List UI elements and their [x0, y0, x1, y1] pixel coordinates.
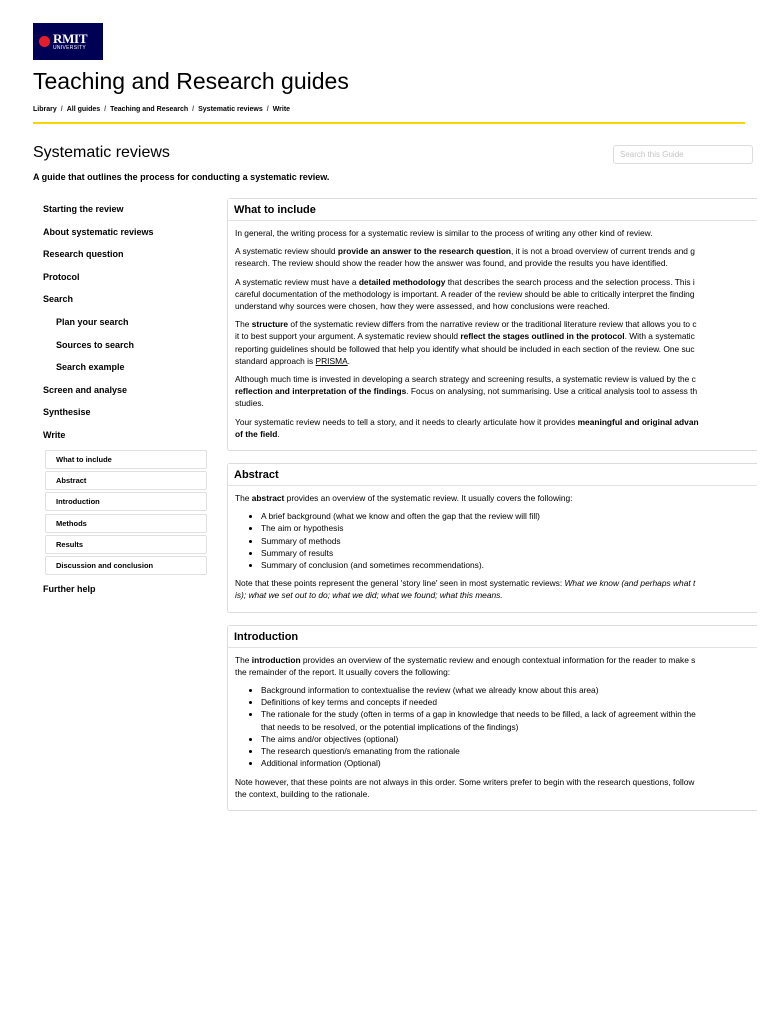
include-paragraph-6: Your systematic review needs to tell a story, and it needs to clearly articulate how it provides meaningful and original advan of the field.	[235, 416, 699, 439]
breadcrumb-library[interactable]: Library	[33, 106, 57, 113]
breadcrumb-write: Write	[272, 106, 291, 113]
intro-list	[235, 684, 757, 769]
include-paragraph-2: A systematic review should provide an answer to the research question, it is not a broad overview of current trends and g research. The review should show the reader how the answer was found, and provide the results you have identified.	[235, 246, 695, 269]
prisma-link[interactable]: PRISMA	[315, 355, 348, 366]
abstract-list	[235, 510, 757, 571]
list-item: • The rationale for the study (often in terms of a gap in knowledge that needs to be filled, a lack of agreement within the that needs to be resolved, or the potential implications of the findings)	[261, 708, 757, 732]
logo-dot-icon	[39, 36, 50, 47]
include-paragraph-1: In general, the writing process for a systematic review is similar to the process of writing any other kind of review.	[235, 228, 653, 238]
list-item: • Summary of methods	[261, 535, 757, 547]
abstract-heading: Abstract	[228, 464, 757, 486]
introduction-heading: Introduction	[228, 626, 757, 648]
include-paragraph-3: A systematic review must have a detailed methodology that describes the search process and the selection process. This i careful documentation of the methodology is important. A reader of the review should be able to critically interpret the finding understand why sources were chosen, how they were assessed, and how conclusions were reached.	[235, 276, 695, 312]
nav-write-abstract[interactable]: Abstract	[45, 471, 207, 490]
rmit-logo[interactable]	[33, 23, 103, 60]
nav-write-methods[interactable]: Methods	[45, 514, 207, 533]
abstract-paragraph-2: Note that these points represent the general 'story line' seen in most systematic reviews: What we know (and perhaps what t is); what we set out to do; what we did; what we found; what this means.	[235, 578, 696, 601]
list-item: • The aims and/or objectives (optional)	[261, 733, 757, 745]
what-to-include-heading: What to include	[228, 199, 757, 221]
guide-side-nav	[33, 198, 209, 600]
nav-write-results[interactable]: Results	[45, 535, 207, 554]
breadcrumb-teaching-research[interactable]: Teaching and Research	[110, 106, 189, 113]
list-item: • Additional information (Optional)	[261, 757, 757, 769]
site-title: Teaching and Research guides	[33, 68, 349, 94]
nav-sources-to-search[interactable]: Sources to search	[56, 339, 135, 350]
list-item: • A brief background (what we know and often the gap that the review will fill)	[261, 510, 757, 522]
list-item: • Summary of conclusion (and sometimes recommendations).	[261, 559, 757, 571]
nav-plan-your-search[interactable]: Plan your search	[56, 316, 129, 327]
include-paragraph-4: The structure of the systematic review differs from the narrative review or the traditional literature review that allows you to c it to best support your argument. A systematic review should reflect the stages outlined in the protocol. With a systematic reporting guidelines should be followed that help you identify what should be included in each section of the review. One suc standard approach is PRISMA.	[235, 319, 697, 366]
what-to-include-box	[227, 198, 757, 451]
nav-write[interactable]: Write	[43, 429, 66, 440]
logo-name: RMIT	[53, 31, 88, 46]
list-item: • Summary of results	[261, 547, 757, 559]
nav-search[interactable]: Search	[43, 294, 74, 305]
guide-description: A guide that outlines the process for conducting a systematic review.	[33, 172, 330, 182]
abstract-paragraph-1: The abstract provides an overview of the systematic review. It usually covers the following:	[235, 493, 573, 504]
introduction-box	[227, 625, 757, 811]
nav-write-introduction[interactable]: Introduction	[45, 492, 207, 511]
nav-starting-the-review[interactable]: Starting the review	[43, 204, 124, 214]
breadcrumb-all-guides[interactable]: All guides	[66, 106, 101, 113]
intro-paragraph-1: The introduction provides an overview of the systematic review and enough contextual information for the reader to make s the remainder of the report. It usually covers the following:	[235, 654, 696, 677]
breadcrumb-systematic-reviews[interactable]: Systematic reviews	[198, 106, 263, 113]
nav-screen-and-analyse[interactable]: Screen and analyse	[43, 384, 128, 395]
nav-write-discussion-conclusion[interactable]: Discussion and conclusion	[45, 556, 207, 575]
list-item: • The aim or hypothesis	[261, 522, 757, 534]
nav-research-question[interactable]: Research question	[43, 249, 124, 260]
nav-further-help[interactable]: Further help	[43, 583, 96, 594]
list-item: • The research question/s emanating from the rationale	[261, 745, 757, 757]
nav-synthesise[interactable]: Synthesise	[43, 407, 91, 418]
header-divider	[33, 122, 745, 124]
abstract-box	[227, 463, 757, 613]
guide-title: Systematic reviews	[33, 144, 170, 161]
nav-search-example[interactable]: Search example	[56, 362, 125, 373]
nav-write-what-to-include[interactable]: What to include	[45, 450, 207, 469]
list-item: • Background information to contextualise the review (what we already know about this area)	[261, 684, 757, 696]
guide-search-input[interactable]	[613, 145, 753, 164]
main-content	[227, 198, 757, 823]
list-item: • Definitions of key terms and concepts if needed	[261, 696, 757, 708]
nav-about-systematic-reviews[interactable]: About systematic reviews	[43, 226, 154, 237]
include-paragraph-5: Although much time is invested in developing a search strategy and screening results, a systematic review is valued by the c reflection and interpretation of the findings. Focus on analysing, not summarising. Use a critical analysis tool to assess th studies.	[235, 374, 698, 409]
nav-protocol[interactable]: Protocol	[43, 271, 80, 282]
logo-sub: UNIVERSITY	[53, 45, 87, 51]
intro-paragraph-2: Note however, that these points are not always in this order. Some writers prefer to begin with the research questions, follow the context, building to the rationale.	[235, 776, 695, 799]
breadcrumb: Library / All guides / Teaching and Research / Systematic reviews / Write	[33, 106, 291, 113]
